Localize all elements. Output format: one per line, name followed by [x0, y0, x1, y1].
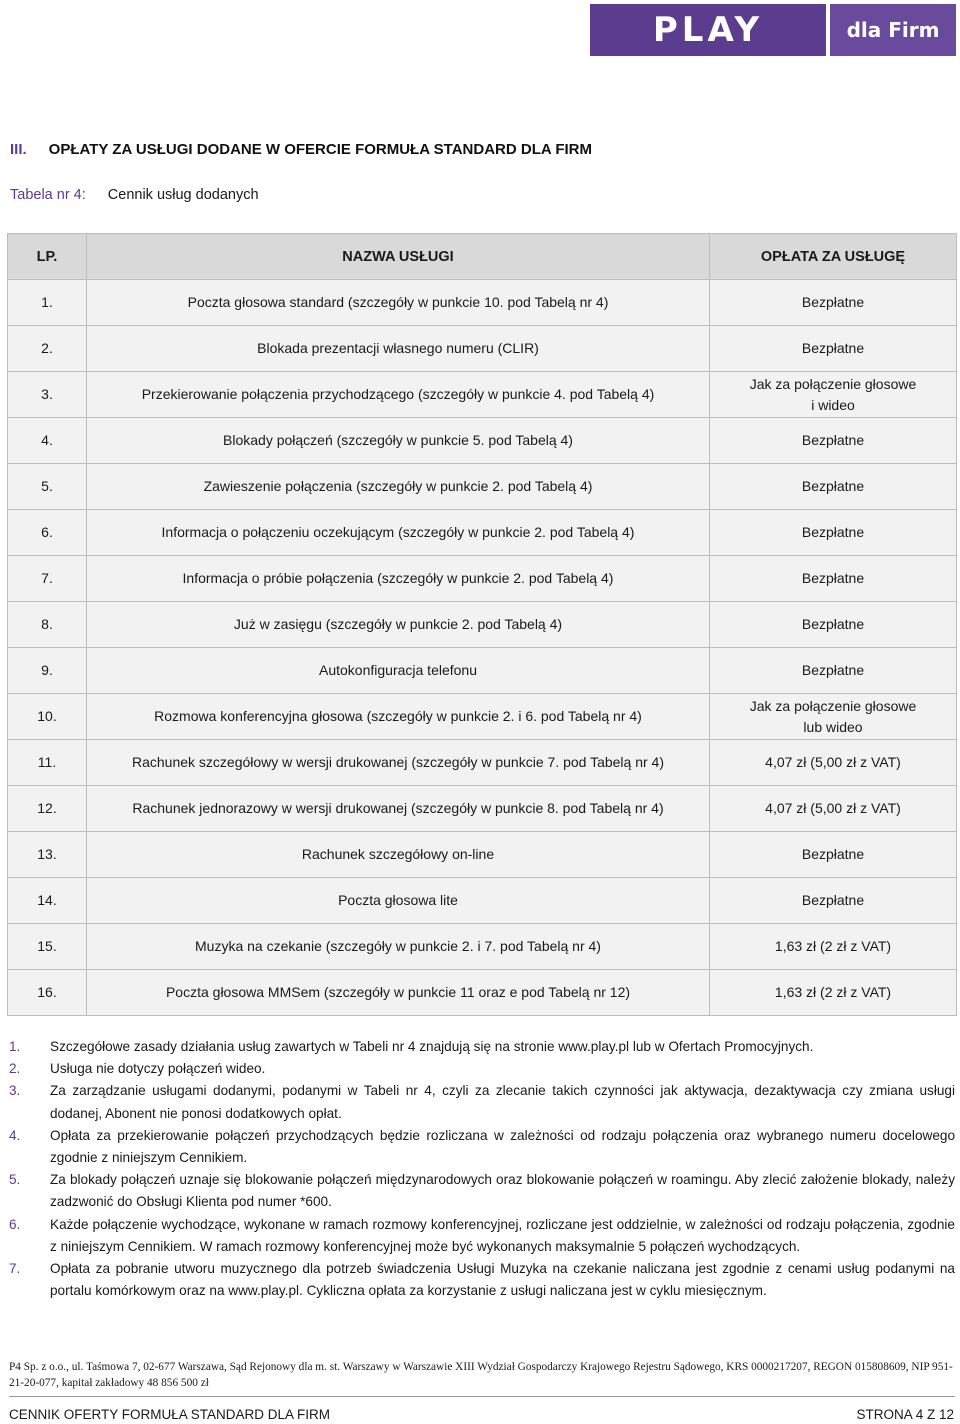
row-fee: 4,07 zł (5,00 zł z VAT) — [710, 786, 957, 832]
table-row — [8, 326, 957, 372]
header-lp: LP. — [8, 234, 87, 280]
row-fee: Bezpłatne — [710, 280, 957, 326]
note-number: 6. — [9, 1216, 21, 1232]
note-item — [9, 1214, 955, 1258]
row-lp: 14. — [8, 878, 87, 924]
row-service-name: Poczta głosowa lite — [87, 878, 710, 924]
header-service-name: NAZWA USŁUGI — [87, 234, 710, 280]
table-row — [8, 372, 957, 418]
note-text: Każde połączenie wychodzące, wykonane w ramach rozmowy konferencyjnej, rozliczane jest oddzielnie, w zależności od rodzaju połączenia, zgodnie z niniejszym Cennikiem. W ramach rozmowy konferencyjnej może być wykonanych maksymalnie 5 połączeń wychodzących. — [50, 1216, 955, 1254]
row-service-name: Blokada prezentacji własnego numeru (CLIR) — [87, 326, 710, 372]
section-title-text: OPŁATY ZA USŁUGI DODANE W OFERCIE FORMUŁA STANDARD DLA FIRM — [48, 141, 592, 158]
note-text: Za zarządzanie usługami dodanymi, podanymi w Tabeli nr 4, czyli za zlecanie takich czynności jak aktywacja, dezaktywacja czy zmiana usługi dodanej, Abonent nie ponosi dodatkowych opłat. — [50, 1083, 955, 1121]
row-service-name: Rachunek szczegółowy on-line — [87, 832, 710, 878]
row-service-name: Rachunek szczegółowy w wersji drukowanej (szczegóły w punkcie 7. pod Tabelą nr 4) — [87, 740, 710, 786]
note-item — [9, 1258, 955, 1302]
note-number: 4. — [9, 1127, 21, 1143]
row-fee: Bezpłatne — [710, 556, 957, 602]
note-item — [9, 1125, 955, 1169]
row-service-name: Już w zasięgu (szczegóły w punkcie 2. pod Tabelą 4) — [87, 602, 710, 648]
table-header-row — [8, 234, 957, 280]
row-lp: 15. — [8, 924, 87, 970]
table-row — [8, 464, 957, 510]
row-lp: 12. — [8, 786, 87, 832]
note-text: Usługa nie dotyczy połączeń wideo. — [50, 1061, 266, 1077]
row-service-name: Zawieszenie połączenia (szczegóły w punkcie 2. pod Tabelą 4) — [87, 464, 710, 510]
footer-page-number: STRONA 4 Z 12 — [856, 1407, 954, 1422]
note-number: 2. — [9, 1061, 21, 1077]
table-row — [8, 418, 957, 464]
section-number: III. — [10, 141, 27, 158]
row-lp: 11. — [8, 740, 87, 786]
note-number: 3. — [9, 1083, 21, 1099]
row-service-name: Informacja o próbie połączenia (szczegóły w punkcie 2. pod Tabelą 4) — [87, 556, 710, 602]
row-lp: 9. — [8, 648, 87, 694]
table-row — [8, 280, 957, 326]
row-fee: 1,63 zł (2 zł z VAT) — [710, 970, 957, 1016]
table-row — [8, 740, 957, 786]
row-service-name: Autokonfiguracja telefonu — [87, 648, 710, 694]
row-lp: 4. — [8, 418, 87, 464]
footer-divider — [9, 1396, 955, 1397]
logo-play-text: PLAY — [590, 4, 826, 56]
row-service-name: Poczta głosowa standard (szczegóły w punkcie 10. pod Tabelą nr 4) — [87, 280, 710, 326]
table-row — [8, 786, 957, 832]
table-row — [8, 648, 957, 694]
table-row — [8, 602, 957, 648]
note-number: 1. — [9, 1039, 21, 1054]
row-service-name: Muzyka na czekanie (szczegóły w punkcie 2. i 7. pod Tabelą nr 4) — [87, 924, 710, 970]
row-lp: 5. — [8, 464, 87, 510]
row-lp: 2. — [8, 326, 87, 372]
row-fee: Bezpłatne — [710, 602, 957, 648]
row-fee: Jak za połączenie głosowe i wideo — [710, 372, 957, 418]
row-lp: 10. — [8, 694, 87, 740]
table-row — [8, 924, 957, 970]
row-service-name: Blokady połączeń (szczegóły w punkcie 5. pod Tabelą 4) — [87, 418, 710, 464]
note-text: Szczegółowe zasady działania usług zawartych w Tabeli nr 4 znajdują się na stronie www.play.pl lub w Ofertach Promocyjnych. — [50, 1039, 814, 1054]
row-fee: Bezpłatne — [710, 418, 957, 464]
row-lp: 16. — [8, 970, 87, 1016]
row-fee: Bezpłatne — [710, 878, 957, 924]
note-number: 7. — [9, 1261, 21, 1277]
play-logo — [590, 4, 956, 56]
row-fee: 1,63 zł (2 zł z VAT) — [710, 924, 957, 970]
section-title — [10, 141, 592, 158]
row-fee: 4,07 zł (5,00 zł z VAT) — [710, 740, 957, 786]
row-lp: 13. — [8, 832, 87, 878]
row-fee: Bezpłatne — [710, 510, 957, 556]
row-service-name: Rozmowa konferencyjna głosowa (szczegóły w punkcie 2. i 6. pod Tabelą nr 4) — [87, 694, 710, 740]
row-fee: Bezpłatne — [710, 326, 957, 372]
note-text: Za blokady połączeń uznaje się blokowanie połączeń międzynarodowych oraz blokowanie połączeń w roamingu. Aby zlecić założenie blokady, należy zadzwonić do Obsługi Klienta pod numer *600. — [50, 1172, 955, 1210]
row-service-name: Rachunek jednorazowy w wersji drukowanej (szczegóły w punkcie 8. pod Tabelą nr 4) — [87, 786, 710, 832]
table-caption-label: Tabela nr 4: — [10, 187, 86, 203]
note-item — [9, 1058, 955, 1080]
row-service-name: Przekierowanie połączenia przychodzącego (szczegóły w punkcie 4. pod Tabelą 4) — [87, 372, 710, 418]
row-service-name: Informacja o połączeniu oczekującym (szczegóły w punkcie 2. pod Tabelą 4) — [87, 510, 710, 556]
row-lp: 3. — [8, 372, 87, 418]
row-service-name: Poczta głosowa MMSem (szczegóły w punkcie 11 oraz e pod Tabelą nr 12) — [87, 970, 710, 1016]
table-row — [8, 556, 957, 602]
note-text: Opłata za przekierowanie połączeń przychodzących będzie rozliczana w zależności od rodzaju połączenia oraz wybranego numeru docelowego zgodnie z niniejszym Cennikiem. — [50, 1127, 955, 1166]
logo-firm-text: dla Firm — [830, 4, 956, 56]
table-caption — [10, 187, 259, 203]
note-number: 5. — [9, 1172, 21, 1188]
note-item — [9, 1169, 955, 1213]
row-lp: 8. — [8, 602, 87, 648]
row-lp: 7. — [8, 556, 87, 602]
footer-document-title: CENNIK OFERTY FORMUŁA STANDARD DLA FIRM — [9, 1407, 331, 1422]
notes-list — [9, 1036, 955, 1302]
table-row — [8, 694, 957, 740]
row-fee: Jak za połączenie głosowe lub wideo — [710, 694, 957, 740]
header-fee: OPŁATA ZA USŁUGĘ — [710, 234, 957, 280]
row-fee: Bezpłatne — [710, 648, 957, 694]
row-lp: 1. — [8, 280, 87, 326]
note-item — [9, 1036, 955, 1058]
table-row — [8, 878, 957, 924]
footer-legal-text: P4 Sp. z o.o., ul. Taśmowa 7, 02-677 Warszawa, Sąd Rejonowy dla m. st. Warszawy w Warszawie XIII Wydział Gospodarczy Krajowego Rejestru Sądowego, KRS 0000217207, REGON 015808609, NIP 951-21-20-077, kapitał zakładowy 48 856 500 zł — [9, 1361, 953, 1389]
row-lp: 6. — [8, 510, 87, 556]
table-caption-title: Cennik usług dodanych — [107, 187, 259, 203]
price-table — [7, 233, 957, 1016]
note-text: Opłata za pobranie utworu muzycznego dla potrzeb świadczenia Usługi Muzyka na czekanie naliczana jest zgodnie z cenami usług podanymi na portalu komórkowym oraz na www.play.pl. Cykliczna opłata za korzystanie z usługi naliczana jest w cyklu miesięcznym. — [50, 1261, 955, 1299]
table-row — [8, 832, 957, 878]
note-item — [9, 1080, 955, 1124]
table-row — [8, 970, 957, 1016]
row-fee: Bezpłatne — [710, 464, 957, 510]
row-fee: Bezpłatne — [710, 832, 957, 878]
table-row — [8, 510, 957, 556]
